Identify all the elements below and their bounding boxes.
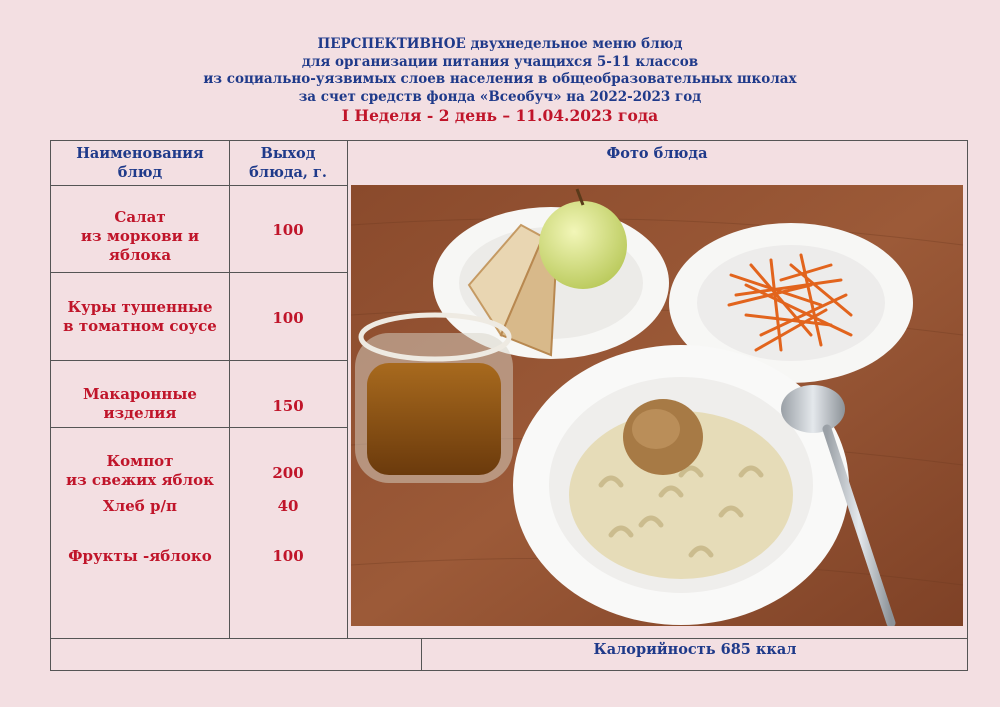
dish-yield-salad: 100 [272,221,304,239]
apple [539,201,627,289]
divider [51,360,347,361]
dish-name-line: Компот [106,452,174,470]
dish-yield-chicken: 100 [272,309,304,327]
dish-name-pasta [51,385,229,423]
menu-table [50,140,968,671]
column-header-yield [229,144,347,182]
dish-name-fruit: Фрукты -яблоко [68,547,212,565]
header-line-4: за счет средств фонда «Всеобуч» на 2022-2023 год [298,88,702,105]
header-line-3: из социально-уязвимых слоев населения в общеобразовательных школах [203,71,797,87]
salad-plate-inner [697,245,885,361]
dish-name-line: из моркови и [80,227,200,245]
column-header-yield-line-1: Выход [260,145,316,162]
day-title: I Неделя - 2 день – 11.04.2023 года [341,106,659,125]
dish-name-salad [51,208,229,265]
dish-name-line: Салат [114,208,166,226]
divider [347,141,348,638]
divider [421,638,422,671]
dish-yield-bread: 40 [277,497,299,515]
dish-name-line: из свежих яблок [66,471,214,489]
divider [51,185,347,186]
dish-name-compote [51,452,229,490]
column-header-yield-line-2: блюда, г. [249,164,327,181]
dish-name-chicken [51,298,229,336]
dish-name-line: Куры тушенные [67,298,213,316]
page-header [0,36,1000,126]
spoon-bowl [781,385,845,433]
dish-name-line: изделия [103,404,177,422]
divider [51,272,347,273]
column-header-dish-line-1: Наименования [76,145,204,162]
dish-name-line: Макаронные [83,385,197,403]
calories: Калорийность 685 ккал [593,641,797,658]
dish-photo-drawing [351,185,963,626]
header-line-1: ПЕРСПЕКТИВНОЕ двухнедельное меню блюд [317,36,683,52]
dish-name-line: яблока [108,246,172,264]
dish-name-line: в томатном соусе [63,317,217,335]
dish-yield-compote: 200 [272,464,304,482]
compote-liquid [367,363,501,475]
header-line-2: для организации питания учащихся 5-11 классов [301,53,699,70]
dish-yield-pasta: 150 [272,397,304,415]
column-header-photo: Фото блюда [606,145,708,162]
column-header-dish [51,144,229,182]
dish-yield-fruit: 100 [272,547,304,565]
dish-name-bread: Хлеб р/п [103,497,177,515]
divider [51,427,347,428]
column-header-dish-line-2: блюд [117,164,163,181]
dish-photo [351,185,963,626]
chicken-highlight [632,409,680,449]
divider [51,638,967,639]
